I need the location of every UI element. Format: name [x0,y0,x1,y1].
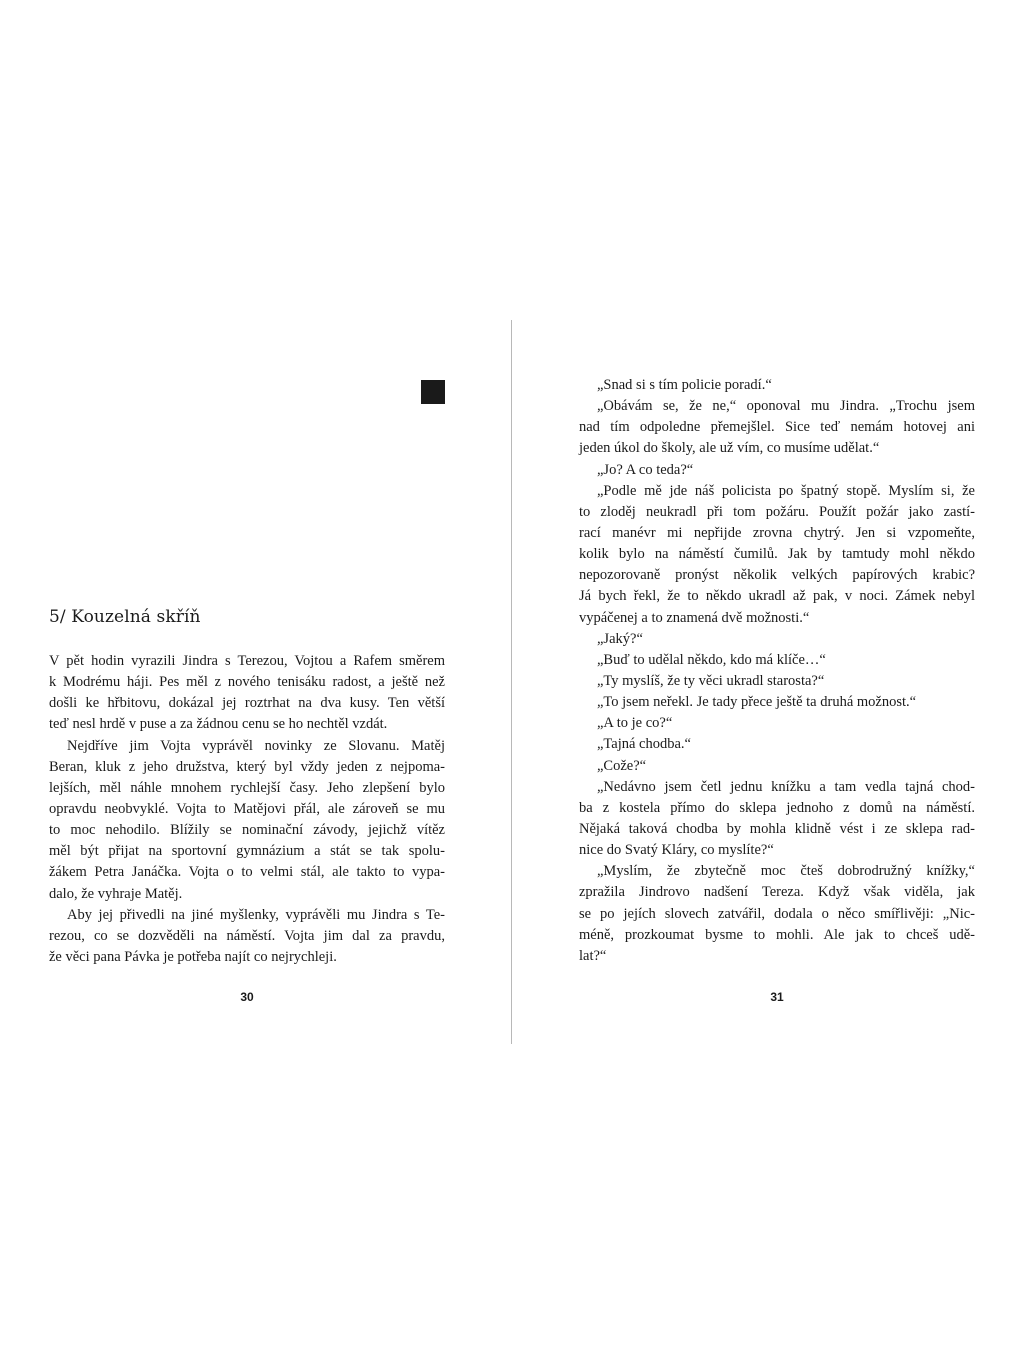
text-line: nad tím odpoledne přemejšlel. Sice teď nemám hotovej ani [579,419,975,436]
text-line: „Nedávno jsem četl jednu knížku a tam vedla tajná chod- [597,778,975,795]
text-line: nice do Svatý Kláry, co myslíte?“ [579,842,774,859]
text-line: dalo, že vyhraje Matěj. [49,885,183,902]
text-line: rací manévr mi nepřijde zrovna chytrý. Jen si vzpomeňte, [579,524,975,541]
text-line: žákem Petra Janáčka. Vojta o to velmi stál, ale takto to vypa- [49,864,445,881]
text-line: „Ty myslíš, že ty věci ukradl starosta?“ [597,672,825,689]
text-line: kolik bylo na náměstí čumilů. Jak by tamtudy mohl někdo [579,546,975,563]
text-line: Nějaká taková chodba by mohla klidně vést i ze sklepa rad- [579,820,975,837]
right-page [579,0,975,1365]
text-line: „Snad si s tím policie poradí.“ [597,377,772,393]
page-number-left: 30 [240,990,254,1004]
text-line: to zloděj neukradl při tom požáru. Použít požár jako zastí- [579,503,975,520]
right-page-text [579,375,975,967]
text-line: ba z kostela přímo do sklepa jednoho z domů na náměstí. [579,799,975,816]
text-line: „Obávám se, že ne,“ oponoval mu Jindra. „Trochu jsem [597,398,975,415]
text-line: „Tajná chodba.“ [597,736,691,753]
text-line: Nejdříve jim Vojta vyprávěl novinky ze Slovanu. Matěj [67,737,445,754]
text-line: „Cože?“ [597,757,647,774]
text-line: méně, prozkoumat bysme to mohli. Ale jak to chceš udě- [579,926,975,943]
chapter-title: 5/ Kouzelná skříň [49,607,201,627]
text-line: „Jo? A co teda?“ [597,461,694,478]
text-line: že věci pana Pávka je potřeba najít co nejrychleji. [49,948,337,965]
chapter-square-mark [421,380,445,404]
text-line: lat?“ [579,947,607,964]
text-line: měl být přijat na sportovní gymnázium a stát se tak spolu- [49,843,445,860]
text-line: lejších, měl náhle mnohem rychlejší časy. Jeho zlepšení bylo [49,779,445,796]
text-line: „Jaký?“ [597,630,643,647]
text-line: „Myslím, že zbytečně moc čteš dobrodružný knížky,“ [597,863,975,880]
text-line: V pět hodin vyrazili Jindra s Terezou, Vojtou a Rafem směrem [49,653,445,669]
text-line: se po jejích slovech zatvářil, dodala o něco smířlivěji: „Nic- [579,905,975,922]
text-line: došli ke hřbitovu, dokázal jej roztrhat na dva kusy. Ten větší [49,695,445,712]
text-line: opravdu neobvyklé. Vojta to Matějovi přál, ale zároveň se mu [49,800,445,817]
text-line: „Buď to udělal někdo, kdo má klíče…“ [597,651,826,668]
page-gutter-line [511,320,512,1044]
page-number-right: 31 [770,990,784,1004]
text-line: to moc nehodilo. Blížily se nominační závody, jejichž vítěz [49,822,445,839]
text-line: „Podle mě jde náš policista po špatný stopě. Myslím si, že [597,482,975,499]
text-line: k Modrému háji. Pes měl z nového tenisáku radost, a ještě než [49,674,445,691]
text-line: „To jsem neřekl. Je tady přece ještě ta druhá možnost.“ [597,694,917,711]
left-page-text [49,651,445,968]
text-line: zpražila Jindrovo nadšení Tereza. Když však viděla, jak [579,884,975,901]
text-line: Já bych řekl, že to někdo ukradl až pak, v noci. Zámek nebyl [579,588,975,605]
left-page [49,0,445,1365]
text-line: teď nesl hrdě v puse a za žádnou cenu se ho nechtěl vzdát. [49,716,388,733]
text-line: vypáčenej a to znamená dvě možnosti.“ [579,609,810,626]
text-line: Beran, kluk z jeho družstva, který byl vždy jeden z nejpoma- [49,758,445,775]
text-line: nepozorovaně pronýst několik velkých papírových krabic? [579,567,975,584]
text-line: Aby jej přivedli na jiné myšlenky, vyprávěli mu Jindra s Te- [67,906,445,923]
text-line: „A to je co?“ [597,715,673,732]
text-line: jeden úkol do školy, ale už vím, co musíme udělat.“ [579,440,880,457]
text-line: rezou, co se dozvěděli na náměstí. Vojta jim dal za pravdu, [49,927,445,944]
